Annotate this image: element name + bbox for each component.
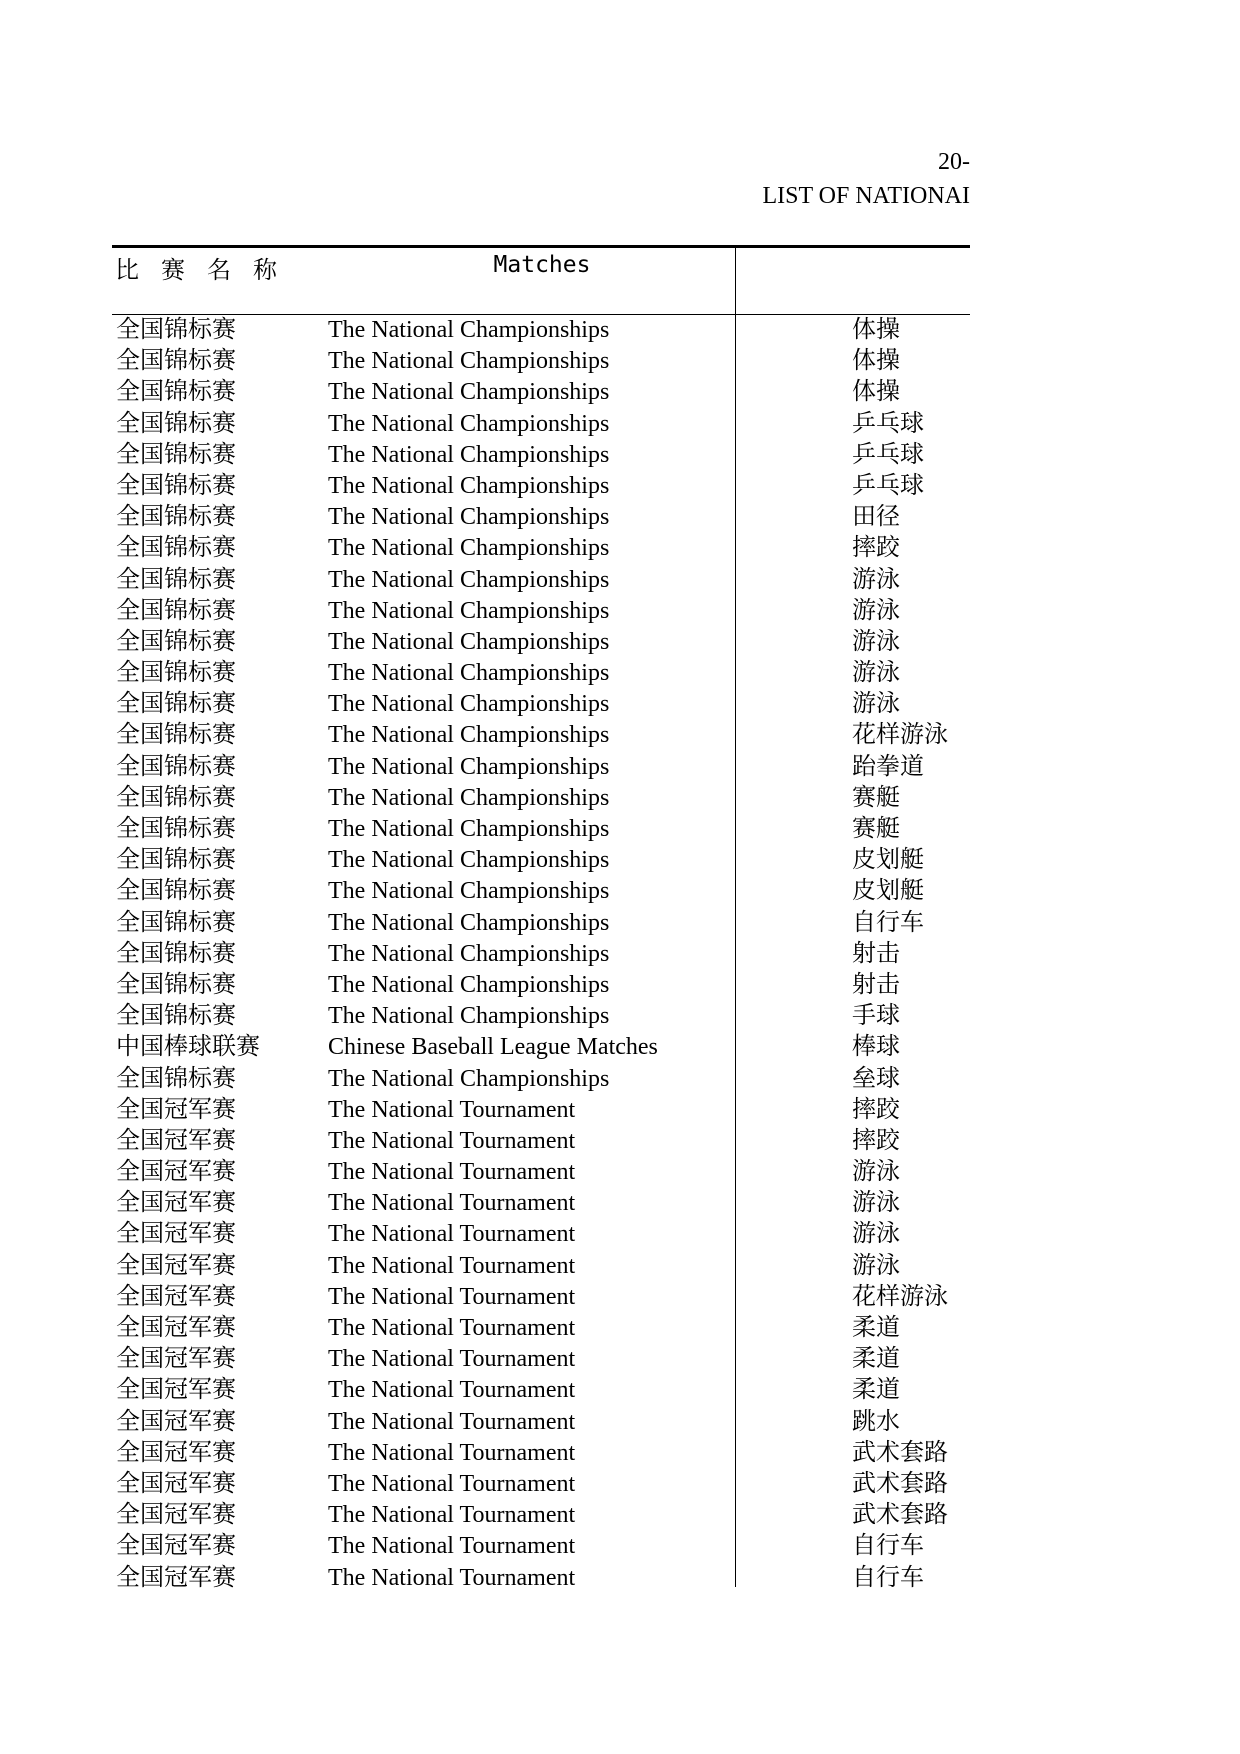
table-row xyxy=(112,627,970,658)
sport-cell: 皮划艇 xyxy=(852,878,924,905)
sport-cell: 射击 xyxy=(852,940,900,967)
match-name-en: The National Championships xyxy=(328,660,610,687)
table-row xyxy=(112,315,970,346)
match-name-en: The National Championships xyxy=(328,597,610,624)
page-header xyxy=(762,145,970,213)
match-name-en: The National Championships xyxy=(328,348,610,375)
sport-cell: 柔道 xyxy=(852,1315,900,1341)
match-name-en: The National Championships xyxy=(328,441,610,468)
match-name-en: The National Tournament xyxy=(328,1283,576,1310)
match-name-en: The National Championships xyxy=(328,940,610,967)
match-name-en: The National Tournament xyxy=(328,1408,576,1435)
sport-cell: 摔跤 xyxy=(852,535,900,562)
sport-cell: 武术套路 xyxy=(852,1502,948,1529)
match-name-en: The National Championships xyxy=(328,535,610,562)
table-row xyxy=(112,1313,970,1344)
match-name-en: The National Tournament xyxy=(328,1502,576,1529)
match-name-cn: 全国锦标赛 xyxy=(116,784,236,811)
match-name-en: The National Championships xyxy=(328,971,610,998)
sport-cell: 跳水 xyxy=(852,1408,900,1435)
sport-cell: 手球 xyxy=(852,1003,900,1030)
match-name-cn: 全国冠军赛 xyxy=(116,1502,236,1529)
sport-cell: 自行车 xyxy=(852,909,924,936)
match-name-cn: 全国冠军赛 xyxy=(116,1533,236,1560)
sport-cell: 赛艇 xyxy=(852,784,900,811)
match-name-cn: 全国冠军赛 xyxy=(116,1159,236,1186)
match-name-en: The National Tournament xyxy=(328,1377,576,1404)
match-name-cn: 全国锦标赛 xyxy=(116,691,236,718)
match-name-en: The National Tournament xyxy=(328,1159,576,1186)
sport-cell: 田径 xyxy=(852,504,900,531)
header-matches-en: Matches xyxy=(493,252,591,278)
table-row xyxy=(112,440,970,471)
match-name-en: The National Championships xyxy=(328,410,610,437)
match-name-cn: 全国锦标赛 xyxy=(116,504,236,531)
table-row xyxy=(112,1126,970,1157)
sport-cell: 自行车 xyxy=(852,1564,924,1591)
match-name-cn: 全国冠军赛 xyxy=(116,1470,236,1497)
sport-cell: 游泳 xyxy=(852,660,900,687)
table-row xyxy=(112,1251,970,1282)
matches-table xyxy=(112,245,970,1594)
match-name-en: The National Championships xyxy=(328,691,610,718)
sport-cell: 游泳 xyxy=(852,1159,900,1186)
table-row xyxy=(112,1032,970,1063)
table-row xyxy=(112,689,970,720)
table-row xyxy=(112,565,970,596)
match-name-cn: 全国锦标赛 xyxy=(116,379,236,406)
sport-cell: 游泳 xyxy=(852,628,900,655)
match-name-cn: 全国锦标赛 xyxy=(116,410,236,437)
page-title: LIST OF NATIONAI xyxy=(762,183,970,209)
table-row xyxy=(112,1001,970,1032)
table-row xyxy=(112,908,970,939)
table-row xyxy=(112,876,970,907)
table-row xyxy=(112,658,970,689)
match-name-en: The National Championships xyxy=(328,753,610,780)
table-row xyxy=(112,502,970,533)
table-row xyxy=(112,471,970,502)
sport-cell: 垒球 xyxy=(852,1065,900,1092)
match-name-en: The National Tournament xyxy=(328,1439,576,1466)
match-name-cn: 全国冠军赛 xyxy=(116,1096,236,1123)
match-name-cn: 全国锦标赛 xyxy=(116,940,236,967)
match-name-cn: 全国锦标赛 xyxy=(116,348,236,375)
match-name-en: The National Tournament xyxy=(328,1221,576,1248)
match-name-en: The National Championships xyxy=(328,628,610,655)
match-name-en: The National Championships xyxy=(328,1065,610,1092)
sport-cell: 游泳 xyxy=(852,1190,900,1217)
table-row xyxy=(112,1157,970,1188)
table-row xyxy=(112,1438,970,1469)
sport-cell: 乒乓球 xyxy=(852,472,924,499)
table-row xyxy=(112,1563,970,1594)
table-row xyxy=(112,1188,970,1219)
match-name-cn: 全国锦标赛 xyxy=(116,441,236,468)
match-name-cn: 全国锦标赛 xyxy=(116,971,236,998)
sport-cell: 乒乓球 xyxy=(852,441,924,468)
match-name-en: The National Tournament xyxy=(328,1533,576,1560)
match-name-cn: 全国锦标赛 xyxy=(116,878,236,905)
match-name-en: The National Championships xyxy=(328,878,610,905)
table-row xyxy=(112,720,970,751)
table-row xyxy=(112,346,970,377)
match-name-en: The National Tournament xyxy=(328,1470,576,1497)
match-name-en: The National Championships xyxy=(328,317,610,343)
match-name-en: The National Championships xyxy=(328,909,610,936)
match-name-cn: 全国锦标赛 xyxy=(116,722,236,749)
match-name-en: The National Tournament xyxy=(328,1564,576,1591)
match-name-cn: 全国冠军赛 xyxy=(116,1283,236,1310)
table-row xyxy=(112,970,970,1001)
match-name-cn: 全国冠军赛 xyxy=(116,1564,236,1591)
table-row xyxy=(112,1282,970,1313)
table-row xyxy=(112,814,970,845)
table-row xyxy=(112,1500,970,1531)
match-name-cn: 全国锦标赛 xyxy=(116,566,236,593)
page-code: 20- xyxy=(938,149,970,175)
sport-cell: 跆拳道 xyxy=(852,753,924,780)
match-name-cn: 全国锦标赛 xyxy=(116,317,236,343)
sport-cell: 花样游泳 xyxy=(852,1283,948,1310)
sport-cell: 游泳 xyxy=(852,691,900,718)
sport-cell: 花样游泳 xyxy=(852,722,948,749)
match-name-cn: 全国冠军赛 xyxy=(116,1315,236,1341)
sport-cell: 游泳 xyxy=(852,566,900,593)
match-name-cn: 全国锦标赛 xyxy=(116,753,236,780)
match-name-en: The National Championships xyxy=(328,379,610,406)
match-name-cn: 全国冠军赛 xyxy=(116,1190,236,1217)
match-name-cn: 全国锦标赛 xyxy=(116,847,236,874)
sport-cell: 柔道 xyxy=(852,1377,900,1404)
table-row xyxy=(112,752,970,783)
table-body xyxy=(112,315,970,1594)
table-row xyxy=(112,1344,970,1375)
match-name-en: The National Tournament xyxy=(328,1127,576,1154)
match-name-en: The National Tournament xyxy=(328,1190,576,1217)
match-name-cn: 全国冠军赛 xyxy=(116,1221,236,1248)
sport-cell: 射击 xyxy=(852,971,900,998)
match-name-en: The National Championships xyxy=(328,784,610,811)
sport-cell: 赛艇 xyxy=(852,816,900,842)
table-row xyxy=(112,939,970,970)
sport-cell: 体操 xyxy=(852,317,900,343)
table-row xyxy=(112,1219,970,1250)
match-name-en: The National Championships xyxy=(328,472,610,499)
table-row xyxy=(112,409,970,440)
match-name-cn: 中国棒球联赛 xyxy=(116,1034,260,1061)
match-name-en: The National Championships xyxy=(328,722,610,749)
sport-cell: 棒球 xyxy=(852,1034,900,1061)
table-row xyxy=(112,1531,970,1562)
match-name-cn: 全国锦标赛 xyxy=(116,535,236,562)
sport-cell: 游泳 xyxy=(852,1221,900,1248)
match-name-en: The National Tournament xyxy=(328,1346,576,1373)
match-name-en: The National Tournament xyxy=(328,1315,576,1341)
table-row xyxy=(112,1407,970,1438)
table-row xyxy=(112,1375,970,1406)
match-name-en: The National Championships xyxy=(328,566,610,593)
match-name-cn: 全国锦标赛 xyxy=(116,597,236,624)
sport-cell: 武术套路 xyxy=(852,1439,948,1466)
sport-cell: 自行车 xyxy=(852,1533,924,1560)
sport-cell: 游泳 xyxy=(852,1252,900,1279)
sport-cell: 乒乓球 xyxy=(852,410,924,437)
table-row xyxy=(112,845,970,876)
sport-cell: 摔跤 xyxy=(852,1096,900,1123)
match-name-en: The National Championships xyxy=(328,816,610,842)
table-row xyxy=(112,1064,970,1095)
sport-cell: 游泳 xyxy=(852,597,900,624)
match-name-cn: 全国锦标赛 xyxy=(116,909,236,936)
match-name-cn: 全国锦标赛 xyxy=(116,660,236,687)
match-name-en: Chinese Baseball League Matches xyxy=(328,1034,658,1061)
match-name-cn: 全国锦标赛 xyxy=(116,1065,236,1092)
match-name-cn: 全国冠军赛 xyxy=(116,1439,236,1466)
match-name-cn: 全国锦标赛 xyxy=(116,628,236,655)
match-name-cn: 全国冠军赛 xyxy=(116,1377,236,1404)
table-row xyxy=(112,783,970,814)
table-header xyxy=(112,245,970,315)
sport-cell: 摔跤 xyxy=(852,1127,900,1154)
match-name-cn: 全国冠军赛 xyxy=(116,1408,236,1435)
match-name-cn: 全国锦标赛 xyxy=(116,1003,236,1030)
table-row xyxy=(112,1095,970,1126)
header-match-name-cn: 比赛名称 xyxy=(115,258,299,284)
match-name-cn: 全国锦标赛 xyxy=(116,472,236,499)
table-row xyxy=(112,596,970,627)
sport-cell: 武术套路 xyxy=(852,1470,948,1497)
sport-cell: 柔道 xyxy=(852,1346,900,1373)
table-row xyxy=(112,1469,970,1500)
match-name-en: The National Championships xyxy=(328,504,610,531)
match-name-cn: 全国冠军赛 xyxy=(116,1127,236,1154)
sport-cell: 体操 xyxy=(852,379,900,406)
table-row xyxy=(112,533,970,564)
table-row xyxy=(112,377,970,408)
match-name-en: The National Tournament xyxy=(328,1252,576,1279)
match-name-cn: 全国冠军赛 xyxy=(116,1346,236,1373)
match-name-en: The National Championships xyxy=(328,847,610,874)
sport-cell: 体操 xyxy=(852,348,900,375)
match-name-cn: 全国冠军赛 xyxy=(116,1252,236,1279)
sport-cell: 皮划艇 xyxy=(852,847,924,874)
match-name-en: The National Tournament xyxy=(328,1096,576,1123)
match-name-cn: 全国锦标赛 xyxy=(116,816,236,842)
match-name-en: The National Championships xyxy=(328,1003,610,1030)
